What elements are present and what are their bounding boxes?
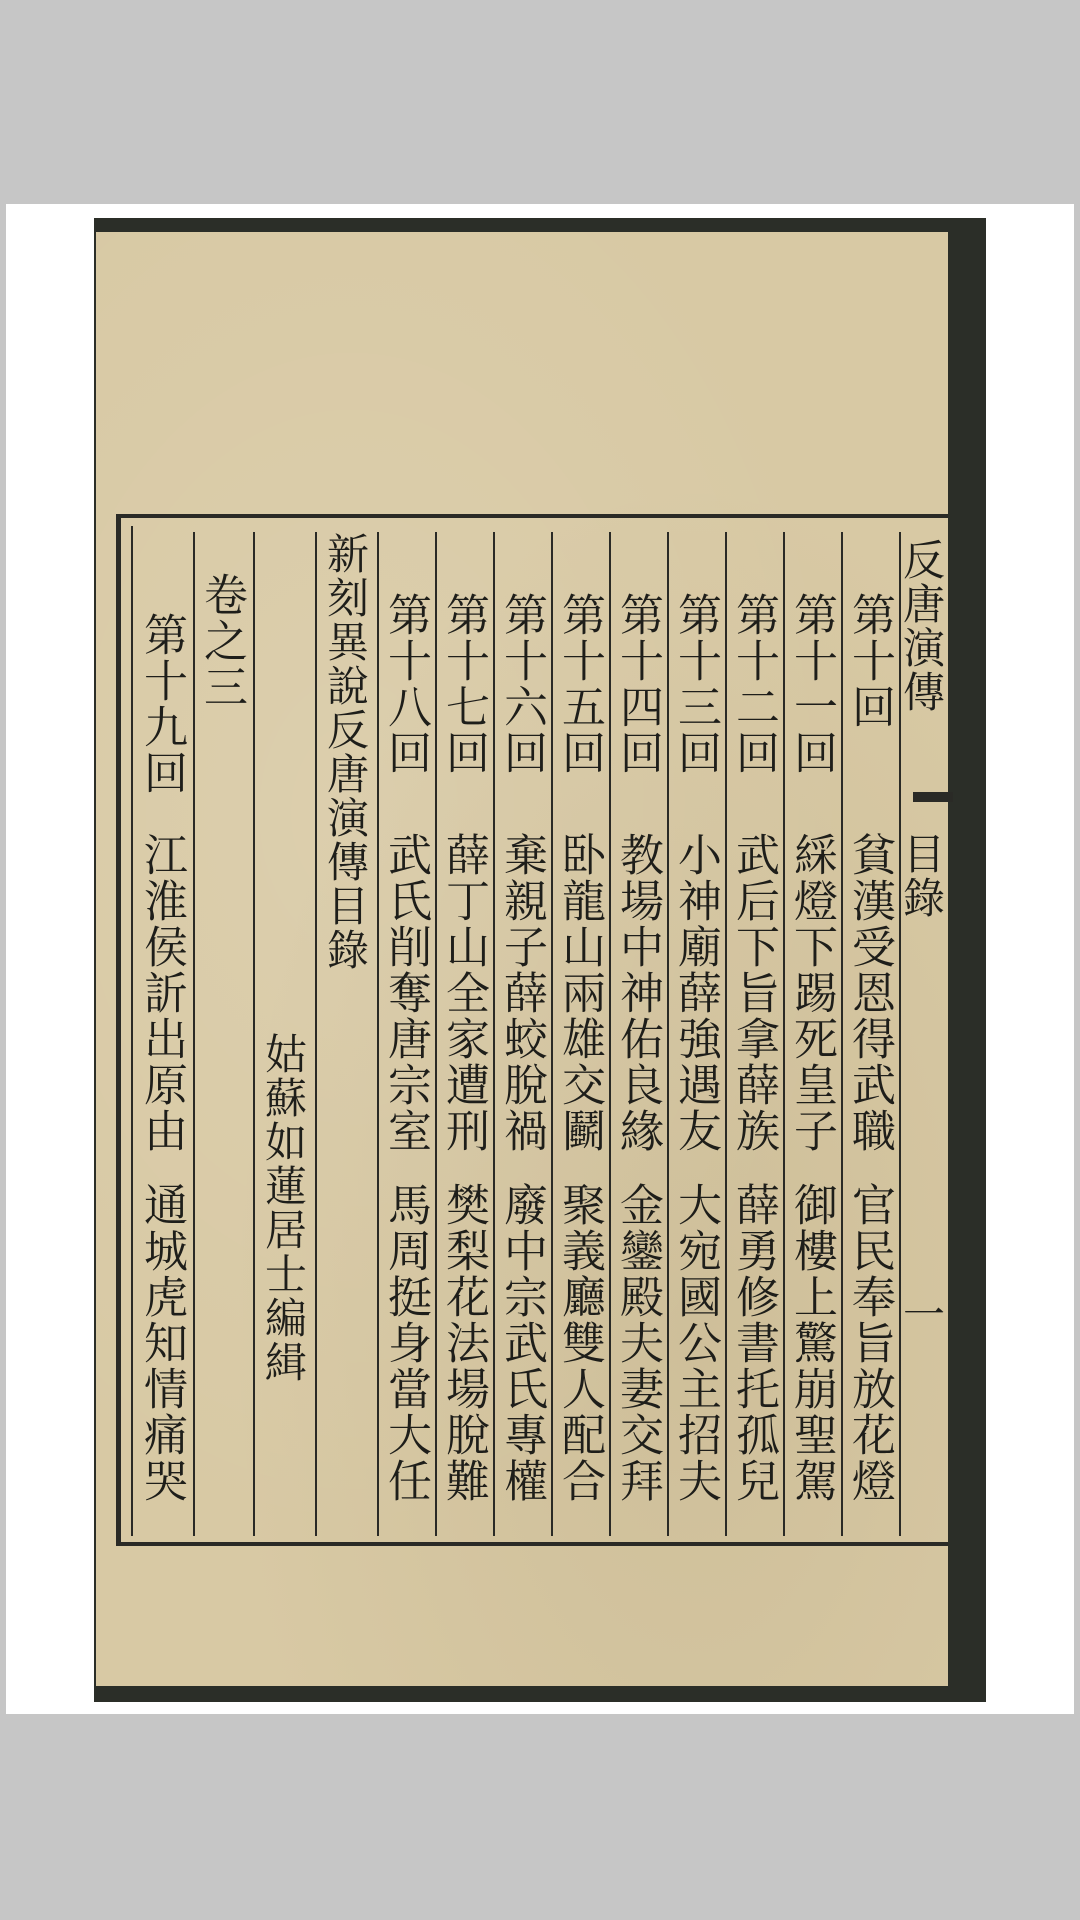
chapter-title-upper: 薛丁山全家遭刑: [438, 832, 489, 1154]
chapter-row: [785, 532, 843, 1536]
chapter-row: [379, 532, 437, 1536]
chapter-number: 第十六回: [496, 592, 547, 776]
heading-column: [317, 532, 379, 1536]
compiler-credit: 姑蘇如蓮居士編緝: [259, 1032, 308, 1384]
compiler-column: [255, 532, 317, 1536]
chapter-title-lower: 金鑾殿夫妻交拜: [612, 1182, 663, 1504]
chapter-title-lower: 御樓上驚崩聖駕: [786, 1182, 837, 1504]
frame-inner-rule: [131, 526, 133, 1536]
page-top-margin: [96, 232, 948, 512]
chapter-title-upper: 武后下旨拿薛族: [728, 832, 779, 1154]
chapter-row: [669, 532, 727, 1536]
chapter-title-lower: 通城虎知情痛哭: [136, 1182, 187, 1504]
book-title: 新刻異說反唐演傳目錄: [321, 532, 370, 972]
chapter-row: [611, 532, 669, 1536]
chapter-row: [843, 532, 901, 1536]
table-of-contents-frame: [116, 514, 948, 1546]
spine-title: 反唐演傳: [897, 538, 946, 714]
chapter-number: 第十七回: [438, 592, 489, 776]
chapter-number: 第十二回: [728, 592, 779, 776]
chapter-title-upper: 教場中神佑良緣: [612, 832, 663, 1154]
chapter-number: 第十五回: [554, 592, 605, 776]
chapter-title-lower: 廢中宗武氏專權: [496, 1182, 547, 1504]
volume-column: [195, 532, 255, 1536]
chapter-row: [495, 532, 553, 1536]
spine-page-number: 一: [897, 1292, 946, 1336]
volume-label: 卷之三: [196, 572, 247, 710]
spine-column: [897, 532, 953, 1536]
spine-section: 目錄: [897, 832, 946, 920]
chapter-title-upper: 江淮侯訢出原由: [136, 832, 187, 1154]
page-bottom-margin: [96, 1550, 948, 1686]
chapter-title-lower: 馬周挺身當大任: [380, 1182, 431, 1504]
chapter-title-upper: 貧漢受恩得武職: [844, 832, 895, 1154]
chapter-number: 第十一回: [786, 592, 837, 776]
chapter-title-upper: 武氏削奪唐宗室: [380, 832, 431, 1154]
chapter-number: 第十回: [844, 592, 895, 730]
book-page: [96, 232, 948, 1686]
chapter-number: 第十三回: [670, 592, 721, 776]
chapter-number: 第十八回: [380, 592, 431, 776]
chapter-title-upper: 卧龍山兩雄交鬬: [554, 832, 605, 1154]
chapter-number: 第十四回: [612, 592, 663, 776]
chapter-row: [437, 532, 495, 1536]
chapter-title-lower: 薛勇修書托孤兒: [728, 1182, 779, 1504]
chapter-row: [727, 532, 785, 1536]
chapter-row: [135, 532, 195, 1536]
chapter-title-upper: 小神廟薛強遇友: [670, 832, 721, 1154]
chapter-title-lower: 官民奉旨放花燈: [844, 1182, 895, 1504]
chapter-title-upper: 綵燈下踢死皇子: [786, 832, 837, 1154]
chapter-title-lower: 大宛國公主招夫: [670, 1182, 721, 1504]
chapter-row: [553, 532, 611, 1536]
chapter-title-lower: 樊梨花法場脫難: [438, 1182, 489, 1504]
fish-tail-mark: [913, 792, 953, 802]
chapter-number: 第十九回: [136, 612, 187, 796]
chapter-title-lower: 聚義廳雙人配合: [554, 1182, 605, 1504]
chapter-title-upper: 棄親子薛蛟脫禍: [496, 832, 547, 1154]
